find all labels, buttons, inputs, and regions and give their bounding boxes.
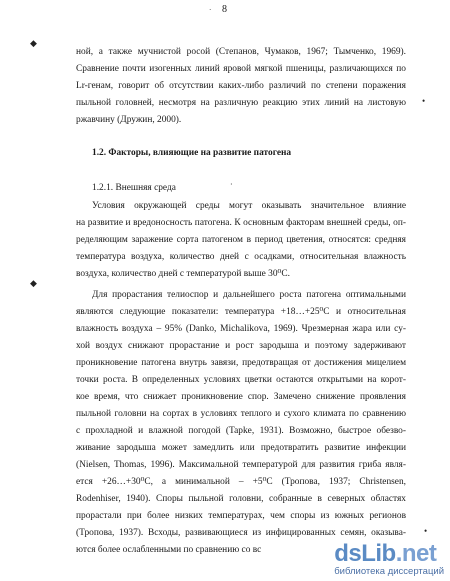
text-line: воздуха, количество дней с температурой выше 30⁰С. xyxy=(76,269,290,279)
watermark-logo-main: dsLib xyxy=(334,540,396,567)
text-line: пыльной головни на сортах в условиях теплого и сухого климата по сравнению xyxy=(76,409,406,419)
text-line: ются более ослабленными по сравнению со вс xyxy=(76,545,262,555)
margin-mark: • xyxy=(422,96,426,106)
text-line: точки роста. В определенных условиях цветки остаются открытыми на корот- xyxy=(76,375,406,385)
text-line: прорастали при более низких температурах, чем споры из южных регионов xyxy=(76,511,406,521)
page-number: 8 xyxy=(222,4,227,15)
text-line: проникновение патогена внутрь завязи, предотвращая от достижения мицелием xyxy=(76,358,406,368)
text-line: ределяющим заражение сорта патогеном в период цветения, относятся: средняя xyxy=(76,235,406,245)
text-line: (Тропова, 1937). Всходы, развивающиеся из инфицированных семян, оказыва- xyxy=(76,528,406,538)
text-line: пыльной головней, несмотря на различную реакцию этих линий на листовую xyxy=(76,98,406,108)
margin-mark: ◆ xyxy=(30,38,37,48)
watermark-logo-tld: .net xyxy=(395,540,437,567)
page-number-dot: · xyxy=(209,6,212,14)
watermark-logo xyxy=(334,542,444,566)
text-line: кое время, что снижает проникновение спор. Замечено снижение проявления xyxy=(76,392,406,402)
text-line: Условия окружающей среды могут оказывать значительное влияние xyxy=(92,201,406,211)
margin-mark: ◆ xyxy=(30,278,37,288)
section-heading: 1.2. Факторы, влияющие на развитие патогена xyxy=(92,148,292,158)
text-line: ется +26…+30⁰С, а минимальной – +5⁰С (Тропова, 1937; Christensen, xyxy=(76,477,406,487)
text-line: ржавчину (Дружин, 2000). xyxy=(76,115,182,125)
text-line: Сравнение почти изогенных линий яровой мягкой пшеницы, различающихся по xyxy=(76,64,406,74)
text-line: Для прорастания телиоспор и дальнейшего роста патогена оптимальными xyxy=(92,290,406,300)
text-line: живание зародыша может замедлить или предотвратить развитие инфекции xyxy=(76,443,406,453)
text-line: (Nielsen, Thomas, 1996). Максимальной температурой для развития гриба явля- xyxy=(76,460,406,470)
subsection-heading: 1.2.1. Внешняя среда xyxy=(92,183,176,193)
text-line: являются следующие показатели: температура +18…+25⁰С и относительная xyxy=(76,307,406,317)
stray-dot: · xyxy=(230,180,233,189)
text-line: температура воздуха, количество дней с осадками, относительная влажность xyxy=(76,252,406,262)
text-line: с прохладной и влажной погодой (Tapke, 1931). Возможно, быстрое обезво- xyxy=(76,426,406,436)
margin-mark: • xyxy=(424,526,428,536)
text-line: влажность воздуха – 95% (Danko, Michalikova, 1969). Чрезмерная жара или су- xyxy=(76,324,406,334)
text-line: ной, а также мучнистой росой (Степанов, Чумаков, 1967; Тымченко, 1969). xyxy=(76,47,406,57)
text-line: Lr-генам, говорит об отсутствии каких-либо различий по степени поражения xyxy=(76,81,406,91)
watermark-subtitle: библиотека диссертаций xyxy=(334,566,444,577)
text-line: на развитие и вредоносность патогена. К основным факторам внешней среды, оп- xyxy=(76,218,406,228)
watermark[interactable] xyxy=(334,542,444,577)
text-line: Rodenhiser, 1940). Споры пыльной головни, собранные в северных областях xyxy=(76,494,406,504)
text-line: хой воздух снижают прорастание и рост зародыша и поэтому задерживают xyxy=(76,341,406,351)
